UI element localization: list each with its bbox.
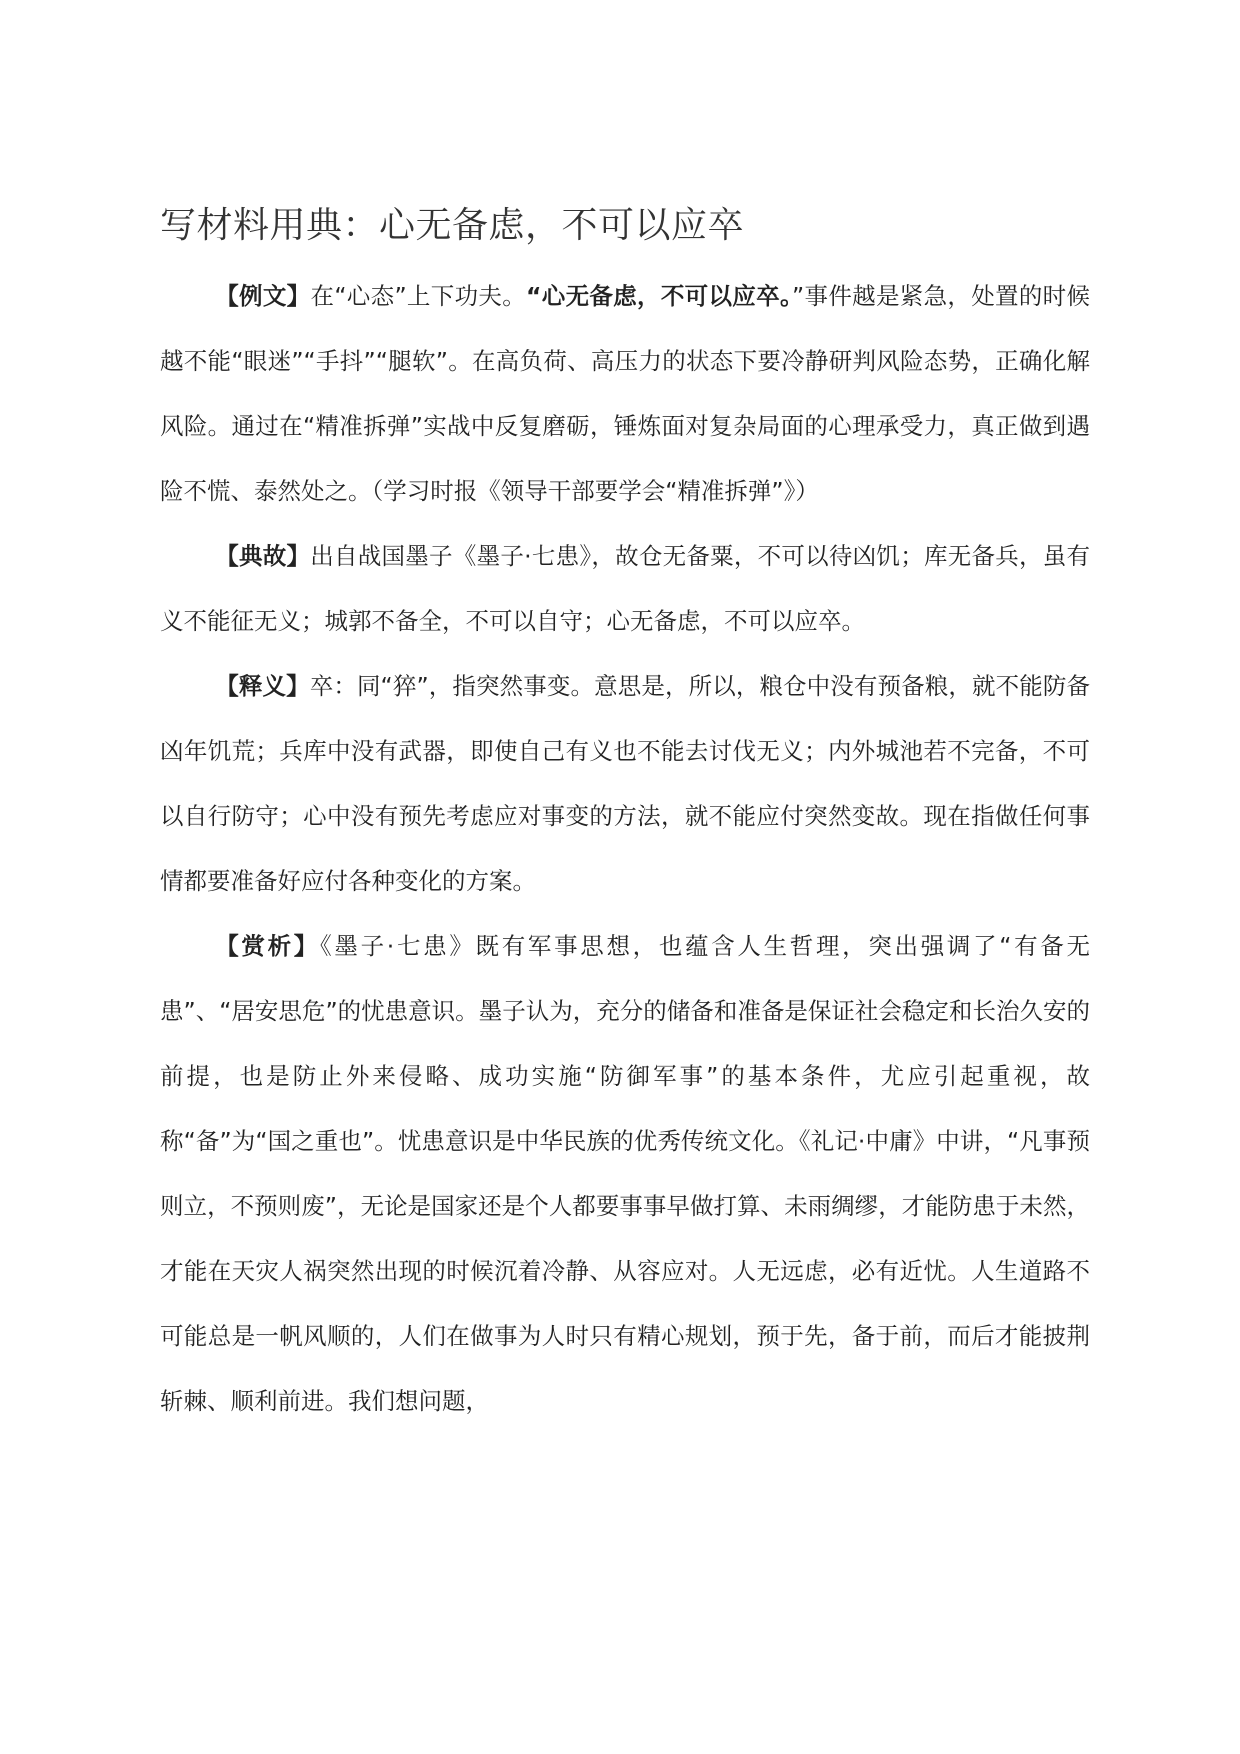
analysis-paragraph [160, 914, 1090, 1434]
example-bold-quote: “心无备虑，不可以应卒。 [526, 282, 793, 310]
meaning-paragraph [160, 654, 1090, 914]
document-page [160, 200, 1090, 1434]
example-tag: 【例文】 [215, 282, 311, 310]
example-text-before: 在“心态”上下功夫。 [310, 282, 527, 310]
example-paragraph [160, 264, 1090, 524]
meaning-text: 卒：同“猝”，指突然事变。意思是，所以，粮仓中没有预备粮，就不能防备凶年饥荒；兵库中没有武器，即使自己有义也不能去讨伐无义；内外城池若不完备，不可以自行防守；心中没有预先考虑应对事变的方法，就不能应付突然变故。现在指做任何事情都要准备好应付各种变化的方案。 [160, 672, 1090, 895]
analysis-tag: 【赏析】 [215, 932, 320, 960]
allusion-tag: 【典故】 [215, 542, 311, 570]
page-title: 写材料用典：心无备虑，不可以应卒 [160, 205, 745, 246]
allusion-text: 出自战国墨子《墨子·七患》，故仓无备粟，不可以待凶饥；库无备兵，虽有义不能征无义；城郭不备全，不可以自守；心无备虑，不可以应卒。 [160, 542, 1090, 635]
allusion-paragraph [160, 524, 1090, 654]
example-text-after: ”事件越是紧急，处置的时候越不能“眼迷”“手抖”“腿软”。在高负荷、高压力的状态下要冷静研判风险态势，正确化解风险。通过在“精准拆弹”实战中反复磨砺，锤炼面对复杂局面的心理承受力，真正做到遇险不慌、泰然处之。（学习时报《领导干部要学会“精准拆弹”》） [160, 282, 1090, 505]
meaning-tag: 【释义】 [215, 672, 310, 700]
analysis-text: 《墨子·七患》既有军事思想，也蕴含人生哲理，突出强调了“有备无患”、“居安思危”的忧患意识。墨子认为，充分的储备和准备是保证社会稳定和长治久安的前提，也是防止外来侵略、成功实施“防御军事”的基本条件，尤应引起重视，故称“备”为“国之重也”。忧患意识是中华民族的优秀传统文化。《礼记·中庸》中讲，“凡事预则立，不预则废”，无论是国家还是个人都要事事早做打算、未雨绸缪，才能防患于未然，才能在天灾人祸突然出现的时候沉着冷静、从容应对。人无远虑，必有近忧。人生道路不可能总是一帆风顺的，人们在做事为人时只有精心规划，预于先，备于前，而后才能披荆斩棘、顺利前进。我们想问题， [160, 932, 1090, 1415]
